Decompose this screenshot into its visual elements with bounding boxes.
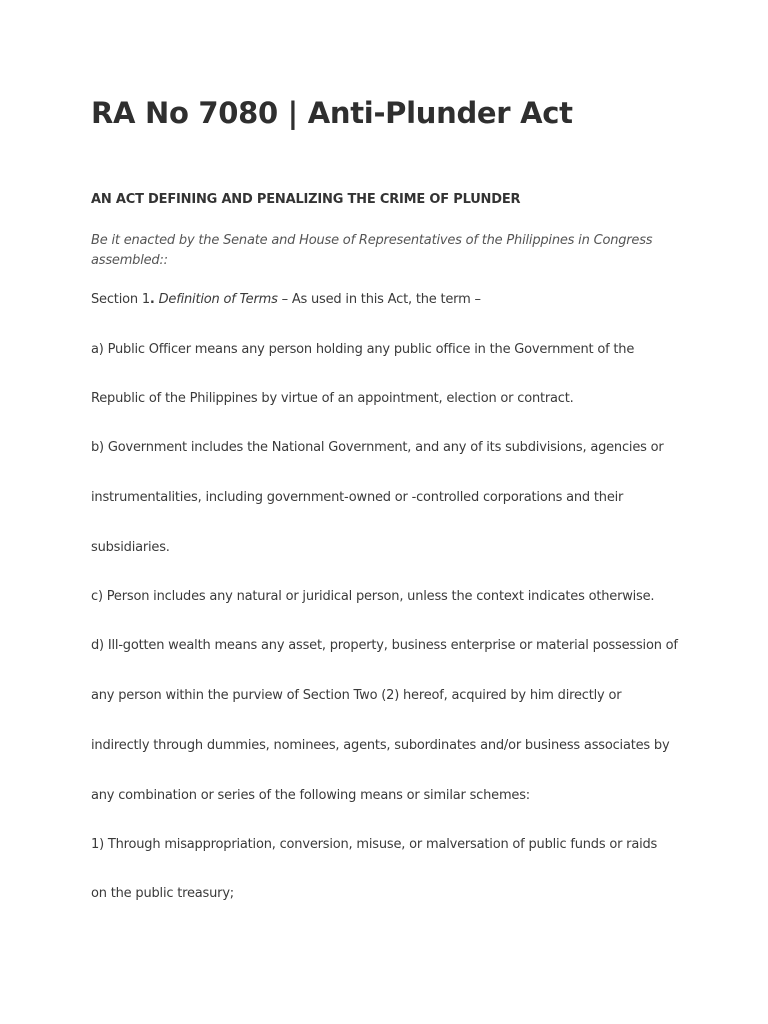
paragraph-line: b) Government includes the National Government, and any of its subdivisions, agencies or — [91, 440, 664, 455]
section-title: Definition of Terms — [158, 292, 278, 307]
paragraph-line: instrumentalities, including government-owned or -controlled corporations and their — [91, 490, 624, 505]
paragraph-line: on the public treasury; — [91, 886, 234, 901]
document-title: RA No 7080 | Anti-Plunder Act — [91, 96, 573, 130]
paragraph-line: any combination or series of the following means or similar schemes: — [91, 788, 530, 803]
paragraph-line: c) Person includes any natural or juridical person, unless the context indicates otherwise. — [91, 589, 655, 604]
paragraph-line: d) Ill-gotten wealth means any asset, property, business enterprise or material possession of — [91, 638, 678, 653]
section-1-heading — [91, 291, 481, 309]
section-label: Section 1 — [91, 292, 150, 307]
paragraph-line: subsidiaries. — [91, 540, 170, 555]
document-subtitle: AN ACT DEFINING AND PENALIZING THE CRIME OF PLUNDER — [91, 192, 521, 207]
section-intro-text: – As used in this Act, the term – — [277, 292, 481, 307]
paragraph-line: indirectly through dummies, nominees, agents, subordinates and/or business associates by — [91, 738, 670, 753]
paragraph-line: Republic of the Philippines by virtue of an appointment, election or contract. — [91, 391, 574, 406]
paragraph-line: any person within the purview of Section Two (2) hereof, acquired by him directly or — [91, 688, 622, 703]
paragraph-line: 1) Through misappropriation, conversion, misuse, or malversation of public funds or raids — [91, 837, 658, 852]
section-label-dot: . — [149, 292, 155, 307]
paragraph-line: a) Public Officer means any person holding any public office in the Government of the — [91, 342, 635, 357]
enacting-clause: Be it enacted by the Senate and House of Representatives of the Philippines in Congress assembled:: — [91, 233, 653, 268]
